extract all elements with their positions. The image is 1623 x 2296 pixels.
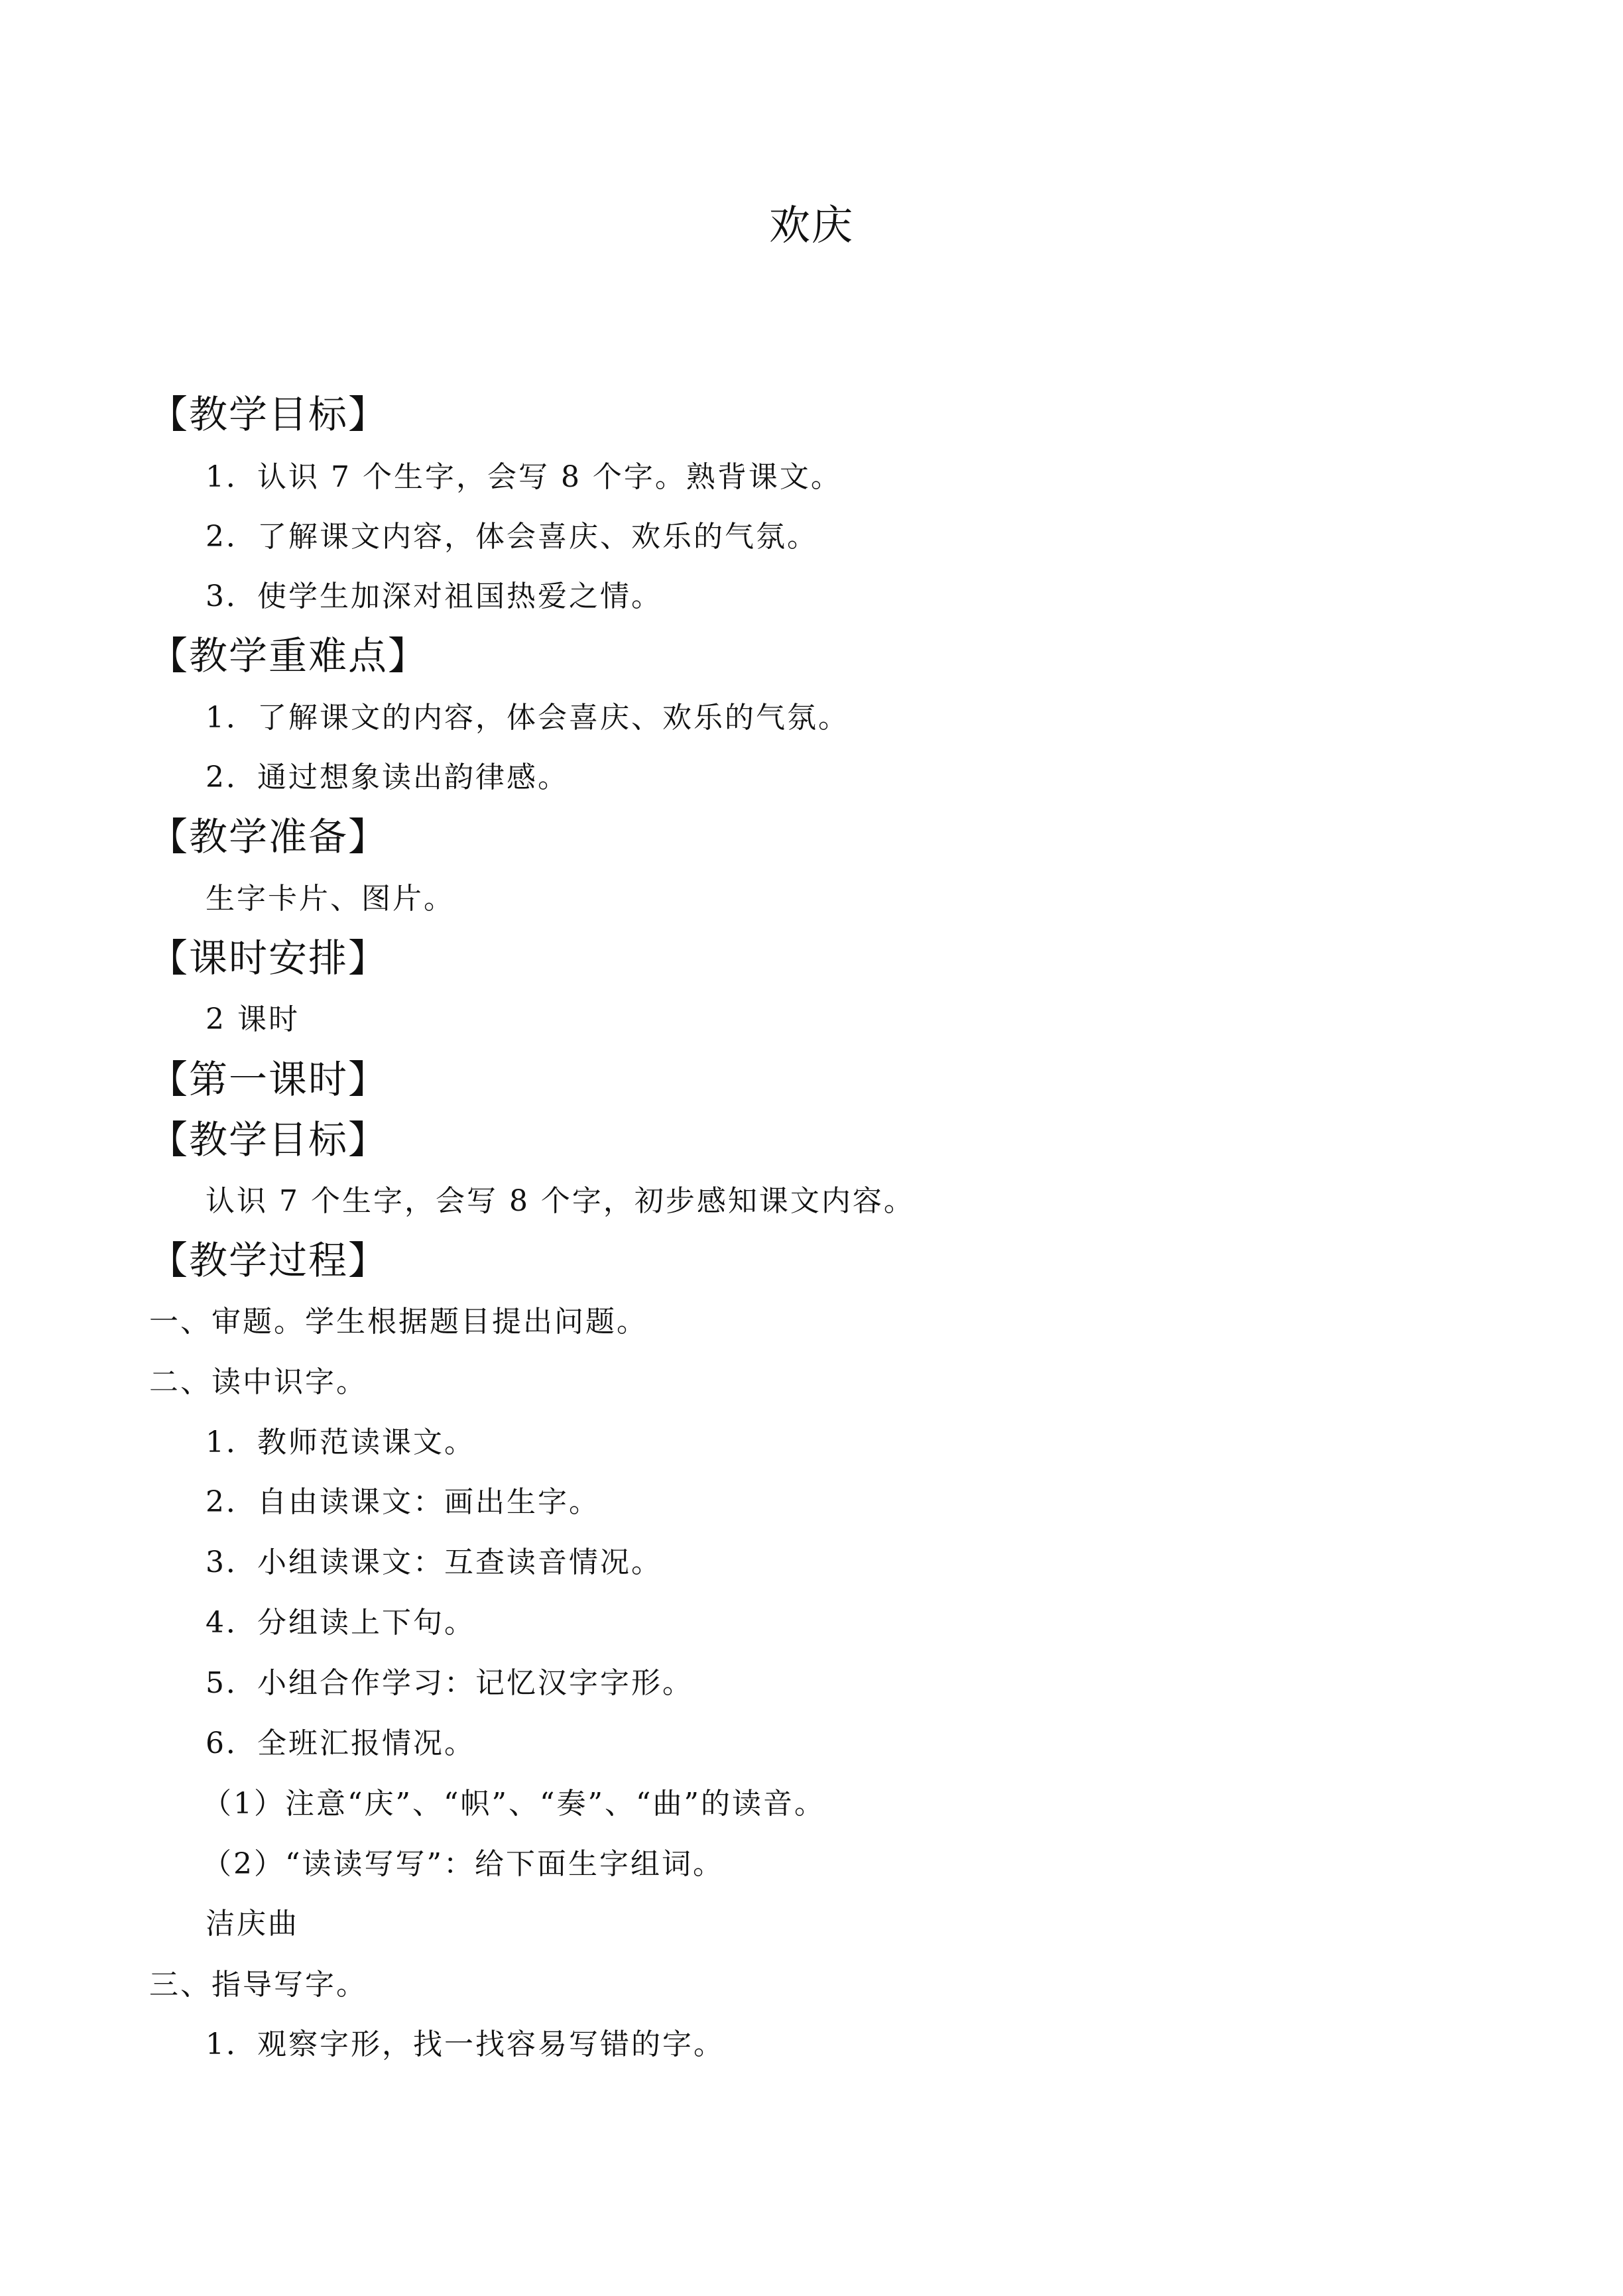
process-item-1: 1．教师范读课文。 [206, 1425, 475, 1459]
heading-teaching-process: 【教学过程】 [149, 1238, 389, 1283]
difficulty-item-2: 2．通过想象读出韵律感。 [206, 760, 569, 794]
heading-teaching-goals: 【教学目标】 [149, 392, 389, 437]
preparation-text: 生字卡片、图片。 [206, 882, 455, 916]
process-item-6: 6．全班汇报情况。 [206, 1726, 475, 1760]
process-item-5: 5．小组合作学习：记忆汉字字形。 [206, 1666, 693, 1700]
sub-item-1: （1）注意“庆”、“帜”、“奏”、“曲”的读音。 [202, 1787, 825, 1821]
heading-schedule: 【课时安排】 [149, 936, 389, 981]
section-three: 三、指导写字。 [149, 1968, 367, 2002]
lesson-goal-text: 认识 7 个生字，会写 8 个字，初步感知课文内容。 [206, 1184, 915, 1218]
difficulty-item-1: 1．了解课文的内容，体会喜庆、欢乐的气氛。 [206, 701, 849, 735]
heading-preparation: 【教学准备】 [149, 814, 389, 859]
section-two: 二、读中识字。 [149, 1365, 367, 1399]
process-item-3: 3．小组读课文：互查读音情况。 [206, 1545, 662, 1579]
process-item-4: 4．分组读上下句。 [206, 1606, 475, 1640]
heading-lesson-goals: 【教学目标】 [149, 1117, 389, 1162]
word-list: 洁庆曲 [206, 1907, 299, 1941]
writing-item-1: 1．观察字形，找一找容易写错的字。 [206, 2027, 725, 2061]
sub-item-2: （2）“读读写写”：给下面生字组词。 [202, 1847, 724, 1881]
process-item-2: 2．自由读课文：画出生字。 [206, 1485, 600, 1519]
schedule-text: 2 课时 [206, 1002, 300, 1036]
document-title: 欢庆 [768, 201, 854, 249]
goal-item-3: 3．使学生加深对祖国热爱之情。 [206, 579, 662, 613]
heading-key-difficulties: 【教学重难点】 [149, 633, 428, 678]
section-one: 一、审题。学生根据题目提出问题。 [149, 1305, 648, 1339]
heading-first-lesson: 【第一课时】 [149, 1057, 389, 1102]
goal-item-2: 2．了解课文内容，体会喜庆、欢乐的气氛。 [206, 520, 818, 554]
goal-item-1: 1．认识 7 个生字，会写 8 个字。熟背课文。 [206, 460, 842, 494]
